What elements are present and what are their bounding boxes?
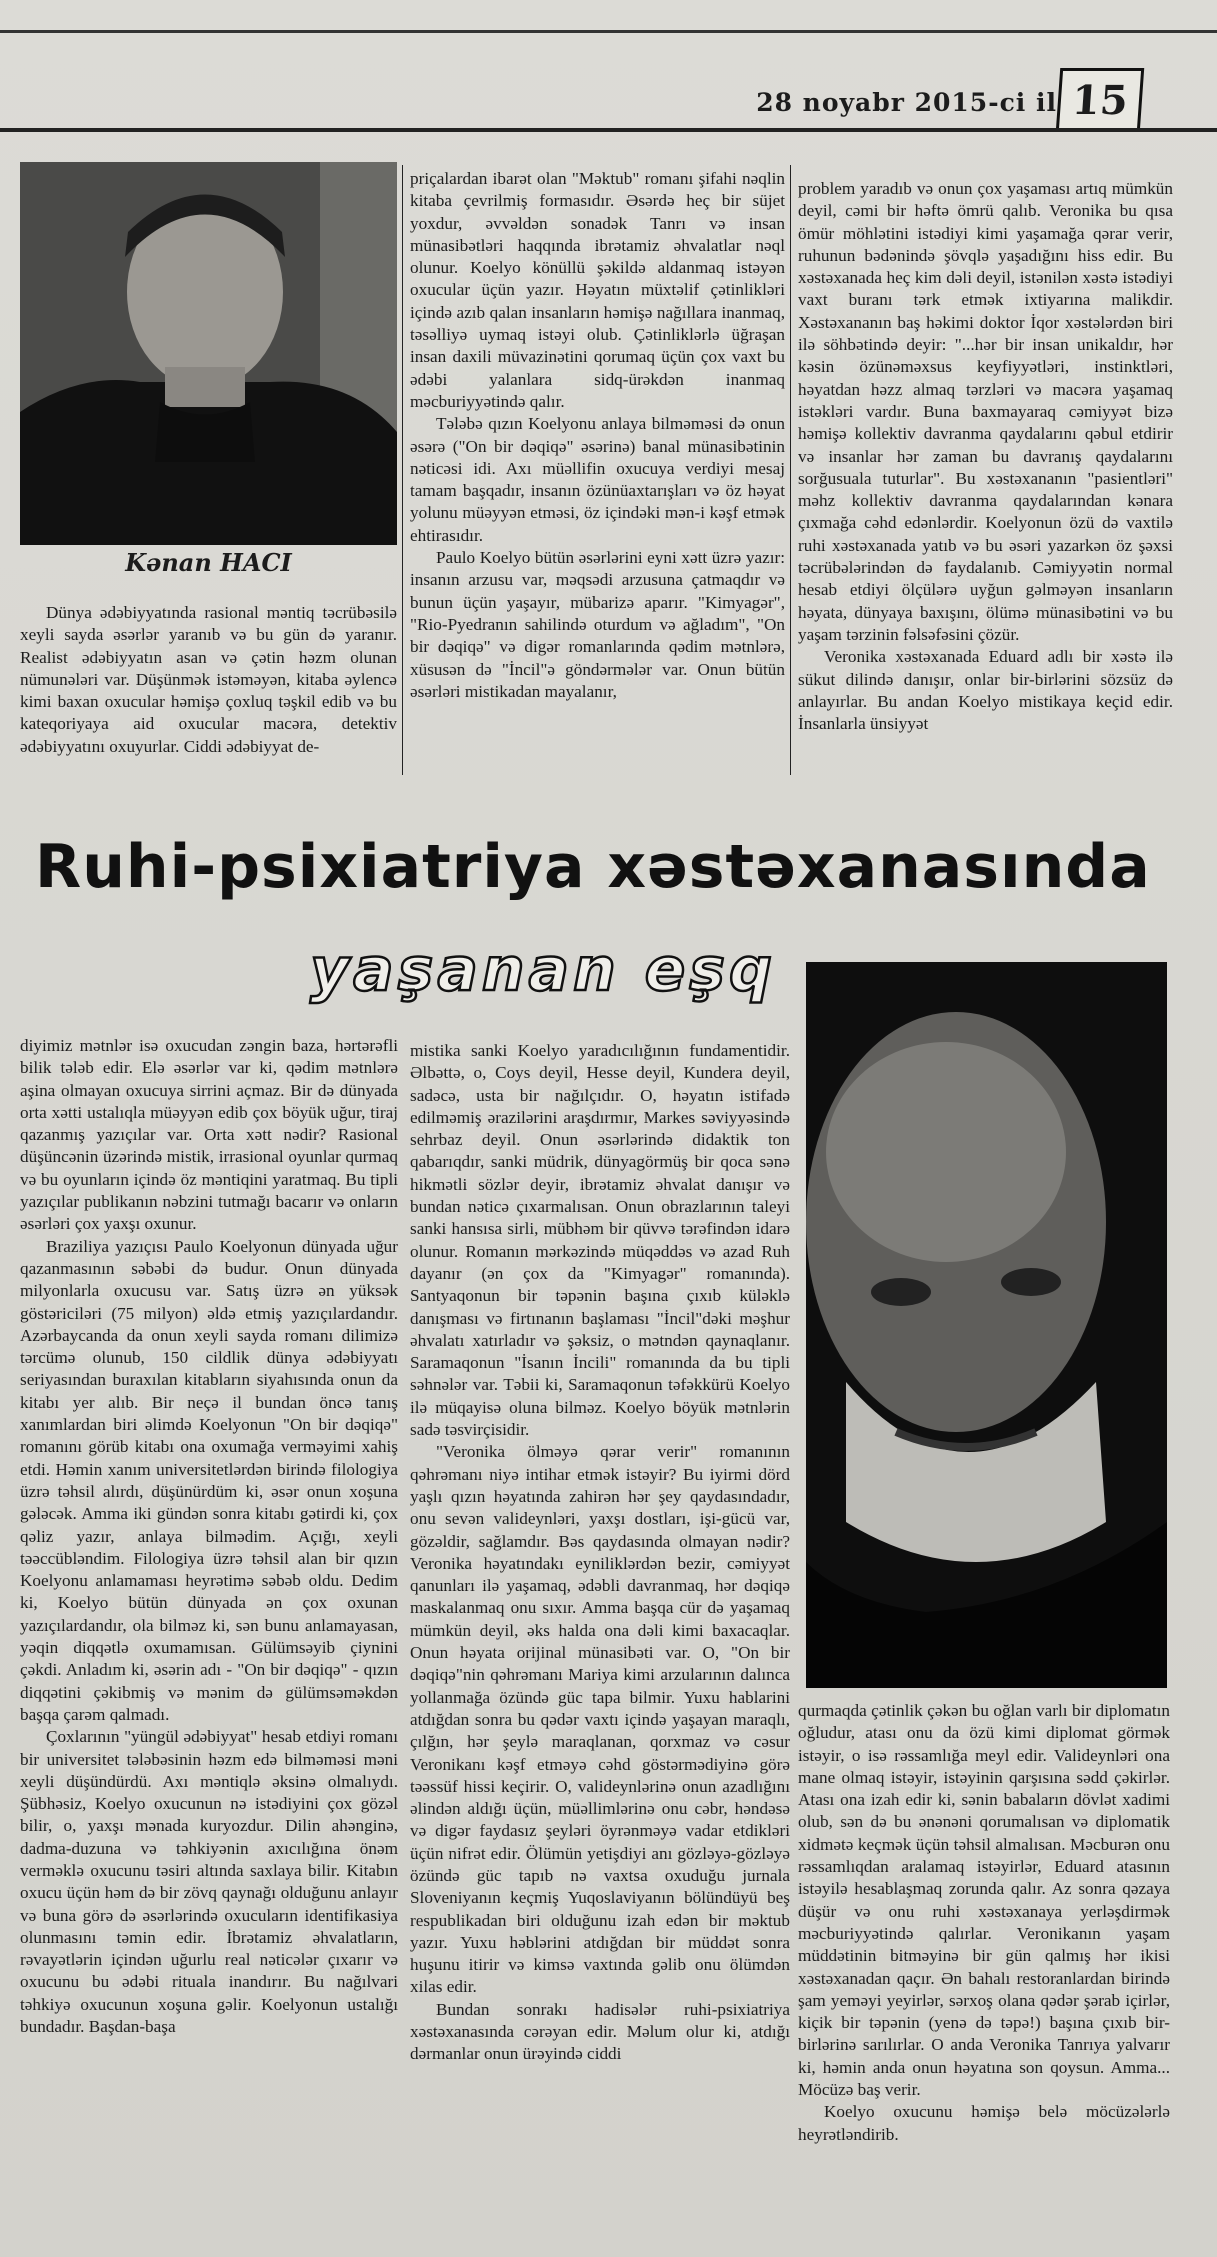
top-rule [0,30,1217,33]
article-column-2 [410,168,785,782]
page-number-badge: 15 [1056,68,1144,132]
paragraph: Çoxlarının "yüngül ədəbiyyat" hesab etdiyi romanı bir universitet tələbəsinin həzm edə bilməməsi məni xeyli düşündürdü. Axı məntiqlə əksinə olmalıydı. Şübhəsiz, Koelyo oxucunun nə istədiyini çox gözəl bilir, o, yaxşı mənada kuryozdur. Dilin ahənginə, dadma-duzuna və təhkiyənin axıcılığına önəm verməklə oxucunu təsiri altında saxlaya bilir. Kitabın oxucu üçün həm də bir zövq qaynağı olduğunu anlayır və buna görə də əsərlərində oxucuların identifikasiya olunmasını təmin edir. İbrətamiz əhvalatların, rəvayətlərin içindən uğurlu real nəticələr çıxarır və oxucunu bu ədəbi rituala inandırır. Bu nağılvari təhkiyə oxucunun xoşuna gəlir. Koelyonun ustalığı bundadır. Başdan-başa [20,1727,398,2037]
article-column-3 [798,178,1173,782]
paragraph: Paulo Koelyo bütün əsərlərini eyni xətt üzrə yazır: insanın arzusu var, məqsədi arzusuna çatmaqdır və bunun üçün yaşayır, mübarizə aparır. "Kimyagər", "Rio-Pyedranın sahilində oturdum və ağladım", "On bir dəqiqə" və digər romanlarında qədim mətnlərə, xüsusən də "İncil"ə göndərmələr var. Onun bütün əsərləri mistikadan mayalanır, [410,548,785,701]
paragraph: priçalardan ibarət olan "Məktub" romanı şifahi nəqlin kitaba çevrilmiş formasıdır. Əsərdə heç bir süjet yoxdur, əvvəldən sonadək Tanrı və insan münasibətləri haqqında ibrətamiz əhvalatlar nəql olunur. Koelyo könüllü şəkildə aldanmaq istəyən oxucular üçün yazır. Həyatın müxtəlif çətinlikləri içində azıb qalan insanların həmişə nağıllara inanmaq, təsəlliyə uymaq istəyi olub. Çətinliklərlə üğraşan insan daxili müvazinətini qorumaq üçün çox vaxt bu ədəbi yalanlara sidq-ürəkdən inanmaq məcburiyyətində qalır. [410,169,785,411]
author-name: Kənan HACI [125,548,292,577]
paragraph: Bundan sonrakı hadisələr ruhi-psixiatriya xəstəxanasında cərəyan edir. Məlum olur ki, atdığı dərmanlar onun ürəyində ciddi [410,1999,790,2064]
column-divider [402,165,403,775]
paragraph: Koelyo oxucunu həmişə belə möcüzələrlə heyrətləndirib. [798,2102,1170,2144]
paragraph: "Veronika ölməyə qərar verir" romanının qəhrəmanı niyə intihar etmək istəyir? Bu iyirmi dörd yaşlı qızın həyatında zahirən hər şey qaydasındadır, onu sevən valideynləri, yaxşı dostları, işi-gücü var, gözəldir, sağlamdır. Bəs qaydasında olmayan nədir? Veronika həyatındakı eyniliklərdən bezir, cəmiyyət qanunları ilə yaşamaq, ədəbli davranmaq, hər dəqiqə maskalanmaq onu sıxır. Amma başqa cür də yaşamaq mümkün deyil, əks halda ona dəli kimi baxacaqlar. Onun həyata orijinal münasibəti var. O, "On bir dəqiqə"nin qəhrəmanı Mariya kimi arzularının dalınca yollanmağa özündə güc tapa bilmir. Yuxu hablarini atdığdan sonra bu qədər vaxtı içində yaşayan maraqlı, çılğın, hər şeylə maraqlanan, qorxmaz və cəsur Veronikanı kəşf etməyə cəhd göstərmədiyinə görə təəssüf hissi keçirir. O, valideynlərinə onun azadlığını əlindən aldığı üçün, müəllimlərinə onu cəbr, həndəsə və digər faydasız şeyləri öyrənməyə vadar etdikləri üçün nifrət edir. Ölümün yetişdiyi anı gözləyə-gözləyə özündə güc tapıb nə vaxtsa oxuduğu jurnala Sloveniyanın keçmiş Yuqoslaviyanın bölündüyü beş respublikadan biri olduğunu izah edən bir məktub yazır. Yuxu həblərini atdığdan bir müddət sonra huşunu itirir və kimsə vaxtında gəlib onu ölümdən xilas edir. [410,1442,790,1997]
paragraph: Veronika xəstəxanada Eduard adlı bir xəstə ilə sükut dilində danışır, onlar bir-birlərini sözsüz də anlayırlar. Bu andan Koelyo mistikaya keçid edir. İnsanlarla ünsiyyət [798,647,1173,734]
coelho-photo [806,962,1167,1688]
issue-date: 28 noyabr 2015-ci il [756,88,1057,117]
article-column-5 [410,1040,790,2240]
headline-title: Ruhi-psixiatriya xəstəxanasında [35,832,1151,902]
coelho-portrait-image [806,962,1167,1688]
headline-subtitle: yaşanan eşq [310,935,776,1005]
paragraph: diyimiz mətnlər isə oxucudan zəngin baza, hərtərəfli bilik tələb edir. Elə əsərlər var ki, qədim mətnlərə aşina olmayan oxucuya sirrini açmaz. Bir də dünyada orta xətti ustalıqla müəyyən edib çox böyük uğur, tiraj qazanmış yazıçılar var. Orta xətt nədir? Rasional düşüncənin üzərində mistik, irrasional oyunlar qurmaq və bu oyunların içində öz məntiqini yaratmaq. Bu tipli yazıçılar publikanın nəbzini tutmağı bacarır və onların əsərləri çox yaxşı oxunur. [20,1036,398,1234]
paragraph: mistika sanki Koelyo yaradıcılığının fundamentidir. Əlbəttə, o, Coys deyil, Hesse deyil, Kundera deyil, sadəcə, usta bir nağılçıdır. O, həyatın istifadə edilməmiş ərazilərini araşdırmır, Markes səviyyəsində sehrbaz deyil. Onun əsərlərində didaktik ton qabarıqdır, sanki müdrik, dünyagörmüş bir qoca sənə hikmətli sözlər deyir, ibrətamiz əhvalat danışır və bundan nəticə çıxarmalısan. Onun obrazlarının taleyi sanki hansısa sirli, mübhəm bir qüvvə tərəfindən idarə olunur. Romanın mərkəzində müqəddəs və azad Ruh dayanır (ən çox da "Kimyagər" romanında). Santyaqonun bir təpənin başına çıxıb küləklə danışması və firtınanın başlaması "İncil"dəki məşhur əhvalatı xatırladır və şəksiz, o mətndən qaynaqlanır. Saramaqonun "İsanın İncili" romanında da bu tipli səhnələr var. Təbii ki, Saramaqonun təfəkkürü Koelyo ilə müqayisə oluna bilməz. Koelyo böyük mətnlərin sadə təsvirçisidir. [410,1041,790,1440]
author-portrait-image [20,162,397,545]
paragraph: Tələbə qızın Koelyonu anlaya bilməməsi də onun əsərə ("On bir dəqiqə" əsərinə) banal münasibətinin nəticəsi idi. Axı müəllifin oxucuya verdiyi mesaj tamam başqadır, insanın özünüaxtarışları və öz həyat yolunu müəyyən etməsi, öz içindəki mən-i kəşf etmək ehtirasıdır. [410,414,785,545]
paragraph: Dünya ədəbiyyatında rasional məntiq təcrübəsilə xeyli sayda əsərlər yaranıb və bu gün də yaranır. Realist ədəbiyyatın asan və çətin həzm olunan nümunələri var. Düşünmək istəməyən, kitaba əylencə kimi baxan oxucular həmişə çoxluq təşkil edib və bu kateqoriyaya aid oxucular macəra, detektiv ədəbiyyatını oxuyurlar. Ciddi ədəbiyyat de- [20,603,397,756]
paragraph: problem yaradıb və onun çox yaşaması artıq mümkün deyil, cəmi bir həftə ömrü qalıb. Veronika bu qısa ömür möhlətini istədiyi kimi yaşamağa qərar verir, ruhunun bədənində şövqlə yaşadığını hiss edir. Bu xəstəxanada heç kim dəli deyil, istənilən xəstə istədiyi vaxt buranı tərk etmək ixtiyarına malikdir. Xəstəxananın baş həkimi doktor İqor xəstələrdən biri ilə söhbətində deyir: "...hər bir insan unikaldır, hər kəsin özünəməxsus keyfiyyətləri, instinktləri, həyatdan həzz almaq tərzləri və macəra yaşamaq istəkləri vardır. Buna baxmayaraq cəmiyyət bizə həmişə kollektiv davranma qaydalarını qəbul etdirir və insanlar hər zaman bu davranış qaydalarını sorğusuala tuturlar". Bu xəstəxananın "pasientləri" məhz kollektiv davranma qaydalarından kənara çıxmağa cəhd edənlərdir. Koelyonun özü də vaxtilə ruhi xəstəxanada yatıb və bu əsəri yazarkən öz şəxsi təcrübələrindən də faydalanıb. Cəmiyyətin normal hesab etdiyi ölçülərə uyğun gəlməyən insanların həyata, dünyaya baxışını, ölümə münasibətini və bu yaşam tərzinin fəlsəfəsini çözür. [798,179,1173,644]
paragraph: Braziliya yazıçısı Paulo Koelyonun dünyada uğur qazanmasının səbəbi də budur. Onun dünyada milyonlarla oxucusu var. Satış üzrə ən yüksək göstəriciləri (75 milyon) əldə etmiş yazıçılardandır. Azərbaycanda da onun xeyli sayda romanı dilimizə tərcümə olunub, 150 cildlik dünya ədəbiyyatı seriyasından buraxılan kitabların siyahısında onun da kitabı yer alıb. Bir neçə il bundan öncə tanış xanımlardan biri əlimdə Koelyonun "On bir dəqiqə" romanını görüb kitabı ona oxumağa verməyimi xahiş etdi. Həmin xanım universitetlərdən birində filologiya üzrə təhsil alırdı, düşünürdüm ki, əsər onun xoşuna gələcək. Amma iki gündən sonra kitabı gətirdi ki, çox qəliz yazır, anlaya bilmədim. Açığı, xeyli təəccübləndim. Filologiya üzrə təhsil alan bir qızın Koelyonu anlamaması heyrətimə səbəb oldu. Dedim ki, Koelyo bütün dünyada ən çox oxunan yazıçılardandır, ola bilməz ki, sən bunu anlamayasan, yəqin diqqətlə oxumamısan. Gülümsəyib çiynini çəkdi. Anladım ki, əsərin adı - "On bir dəqiqə" - qızın diqqətini çəkibmiş və mənim də gülümsəməkdən başqa çarəm qalmadı. [20,1236,398,1724]
article-column-1 [20,602,397,782]
article-column-6 [798,1700,1170,2245]
paragraph: qurmaqda çətinlik çəkən bu oğlan varlı bir diplomatın oğludur, atası onu da özü kimi diplomat görmək istəyir, o isə rəssamlığa meyl edir. Valideynləri ona mane olmaq istəyir, istəyinin qarşısına sədd çəkirlər. Atası ona izah edir ki, sənin babaların dövlət xadimi olub, sən də bu ənənəni qorumalısan və diplomatik xidmətə keçmək üçün təhsil almalısan. Məcburən onu rəssamlıqdan aralamaq istəyirlər, Eduard atasının istəyilə hesablaşmaq zorunda qalır. Az sonra qəzaya düşür və onu ruhi xəstəxanaya yerləşdirmək məcburiyyətində qalırlar. Veronikanın yaşam müddətinin bitməyinə bir gün qalmış hər ikisi xəstəxanadan qaçır. Ən bahalı restoranlardan birində şam yeməyi yeyirlər, sərxoş olana qədər şərab içirlər, kiçik bir təpənin (yenə də təpə!) başına çıxıb bir-birlərinə sarılırlar. O anda Veronika Tanrıya yalvarır ki, həmin anda onun həyatına son qoysun. Amma... Möcüzə baş verir. [798,1701,1170,2100]
column-divider [790,165,791,775]
header-rule [0,128,1217,132]
article-column-4 [20,1035,398,2240]
author-photo [20,162,397,545]
